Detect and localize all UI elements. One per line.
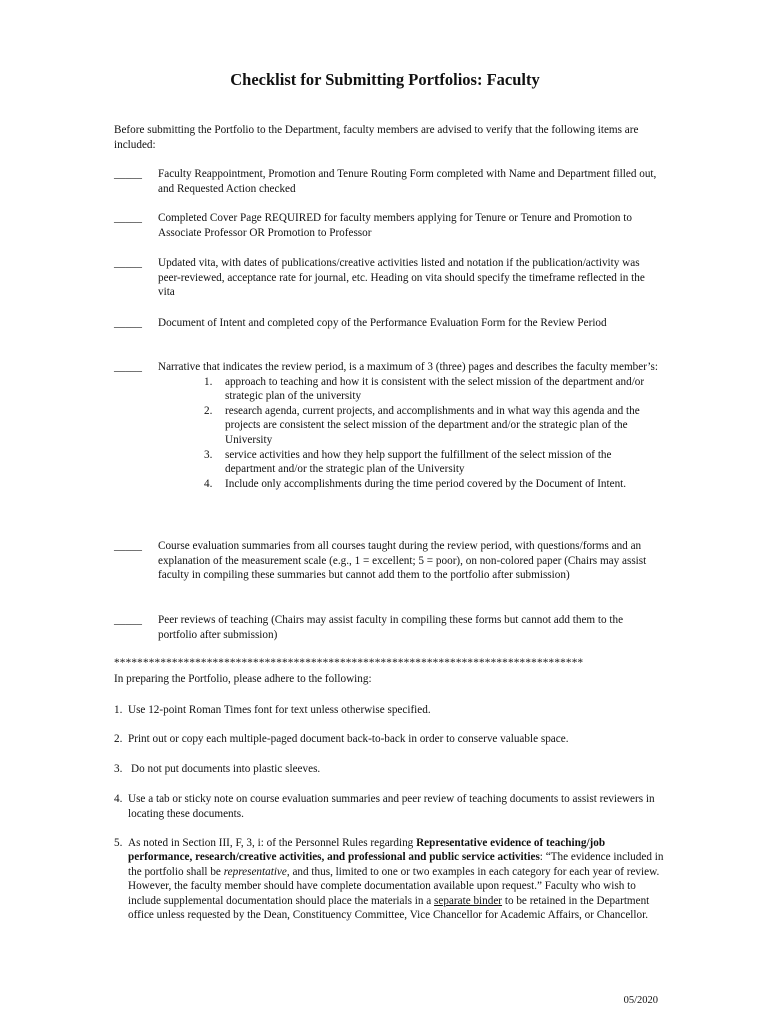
sublist-number: 1. xyxy=(204,375,213,388)
section-heading: In preparing the Portfolio, please adhere to the following: xyxy=(114,673,372,685)
rule-text-tail: to be retained in the Department office unless requested by the Dean, Constituency Committee, Vice Chancellor for Academic Affairs, or Chancellor. xyxy=(128,894,650,922)
checklist-item-text: Document of Intent and completed copy of the Performance Evaluation Form for the Review Period xyxy=(158,317,607,329)
rule-number: 4. xyxy=(114,793,123,805)
rule-text-underline: separate binder xyxy=(434,894,503,907)
sublist-text: research agenda, current projects, and accomplishments and in what way this agenda and the projects are consistent the select mission of the department and/or the strategic plan of the University xyxy=(225,404,640,446)
sublist-item xyxy=(158,404,659,448)
checklist-item xyxy=(114,613,659,642)
checklist-item-text: Completed Cover Page REQUIRED for faculty members applying for Tenure or Tenure and Promotion to Associate Professor OR Promotion to Professor xyxy=(158,212,633,239)
checklist-item-text: Updated vita, with dates of publications/creative activities listed and notation if the publication/activity was peer-reviewed, acceptance rate for journal, etc. Heading on vita should specify the timeframe reflected in the vita xyxy=(158,257,645,299)
separator-line: ********************************************************************************* xyxy=(114,657,584,669)
rule-item xyxy=(114,762,664,777)
sublist-text: service activities and how they help support the fulfillment of the select mission of the department and/or the strategic plan of the University xyxy=(225,448,612,476)
rule-text-lead: As noted in Section III, F, 3, i: of the Personnel Rules regarding xyxy=(128,837,417,849)
intro-paragraph: Before submitting the Portfolio to the Department, faculty members are advised to verify that the following items are included: xyxy=(114,124,639,151)
checklist-item xyxy=(114,211,659,240)
checklist-item xyxy=(114,316,659,331)
checklist-item xyxy=(114,167,659,196)
rule-text: Print out or copy each multiple-paged document back-to-back in order to conserve valuable space. xyxy=(128,733,569,745)
rule-number: 5. xyxy=(114,837,123,849)
rule-item xyxy=(114,836,664,922)
sublist-number: 4. xyxy=(204,477,213,490)
checklist-item-text xyxy=(158,360,659,491)
rule-text: Use a tab or sticky note on course evaluation summaries and peer review of teaching documents to assist reviewers in locating these documents. xyxy=(128,793,655,820)
checkbox-blank: _____ xyxy=(114,257,142,269)
sublist-item xyxy=(158,375,659,404)
checkbox-blank: _____ xyxy=(114,212,142,224)
rule-item xyxy=(114,703,664,718)
sublist-text: approach to teaching and how it is consistent with the select mission of the department and/or strategic plan of the university xyxy=(225,375,645,403)
checklist-item xyxy=(114,256,659,300)
checkbox-blank: _____ xyxy=(114,614,142,626)
checklist-item xyxy=(114,360,659,491)
sublist-number: 2. xyxy=(204,404,213,417)
checklist-item-text: Faculty Reappointment, Promotion and Tenure Routing Form completed with Name and Department filled out, and Requested Action checked xyxy=(158,168,657,195)
sublist-item xyxy=(158,448,659,477)
rule-text-bold: Representative evidence of teaching/job performance, research/creative activities, and professional and public service activities xyxy=(128,837,606,864)
sublist-number: 3. xyxy=(204,448,213,461)
page-footer-date: 05/2020 xyxy=(623,995,658,1006)
page-title: Checklist for Submitting Portfolios: Faculty xyxy=(230,70,540,89)
checklist-item-text: Peer reviews of teaching (Chairs may assist faculty in compiling these forms but cannot add them to the portfolio after submission) xyxy=(158,614,624,641)
narrative-sublist xyxy=(158,375,659,492)
rule-text: Do not put documents into plastic sleeves. xyxy=(131,763,321,775)
rule-number: 1. xyxy=(114,704,123,716)
checkbox-blank: _____ xyxy=(114,168,142,180)
rule-text: Use 12-point Roman Times font for text unless otherwise specified. xyxy=(128,704,431,716)
rule-item xyxy=(114,732,664,747)
sublist-text: Include only accomplishments during the time period covered by the Document of Intent. xyxy=(225,477,627,490)
rule-text-mid2: , and thus, limited to one or two examples in each category for each year of review. However, the faculty member should have complete documentation available upon request.” Faculty who wish to include supplemental documentation should place the materials in a xyxy=(128,865,660,907)
sublist-item xyxy=(158,477,659,492)
rule-text-italic: representative xyxy=(223,865,287,878)
rule-item xyxy=(114,792,664,821)
rule-text xyxy=(114,836,664,922)
rule-number: 3. xyxy=(114,763,123,775)
checkbox-blank: _____ xyxy=(114,540,142,552)
rule-number: 2. xyxy=(114,733,123,745)
checklist-item xyxy=(114,539,659,583)
narrative-description: Narrative that indicates the review period, is a maximum of 3 (three) pages and describes the faculty member’s: xyxy=(158,361,658,373)
checkbox-blank: _____ xyxy=(114,317,142,329)
checkbox-blank: _____ xyxy=(114,361,142,373)
rule-text-mid: : “The evidence included in the portfolio shall be xyxy=(128,851,664,878)
checklist-item-text: Course evaluation summaries from all courses taught during the review period, with questions/forms and an explanation of the measurement scale (e.g., 1 = excellent; 5 = poor), on non-colored paper (Chairs may assist faculty in compiling these summaries but cannot add them to the portfolio after submission) xyxy=(158,540,647,582)
